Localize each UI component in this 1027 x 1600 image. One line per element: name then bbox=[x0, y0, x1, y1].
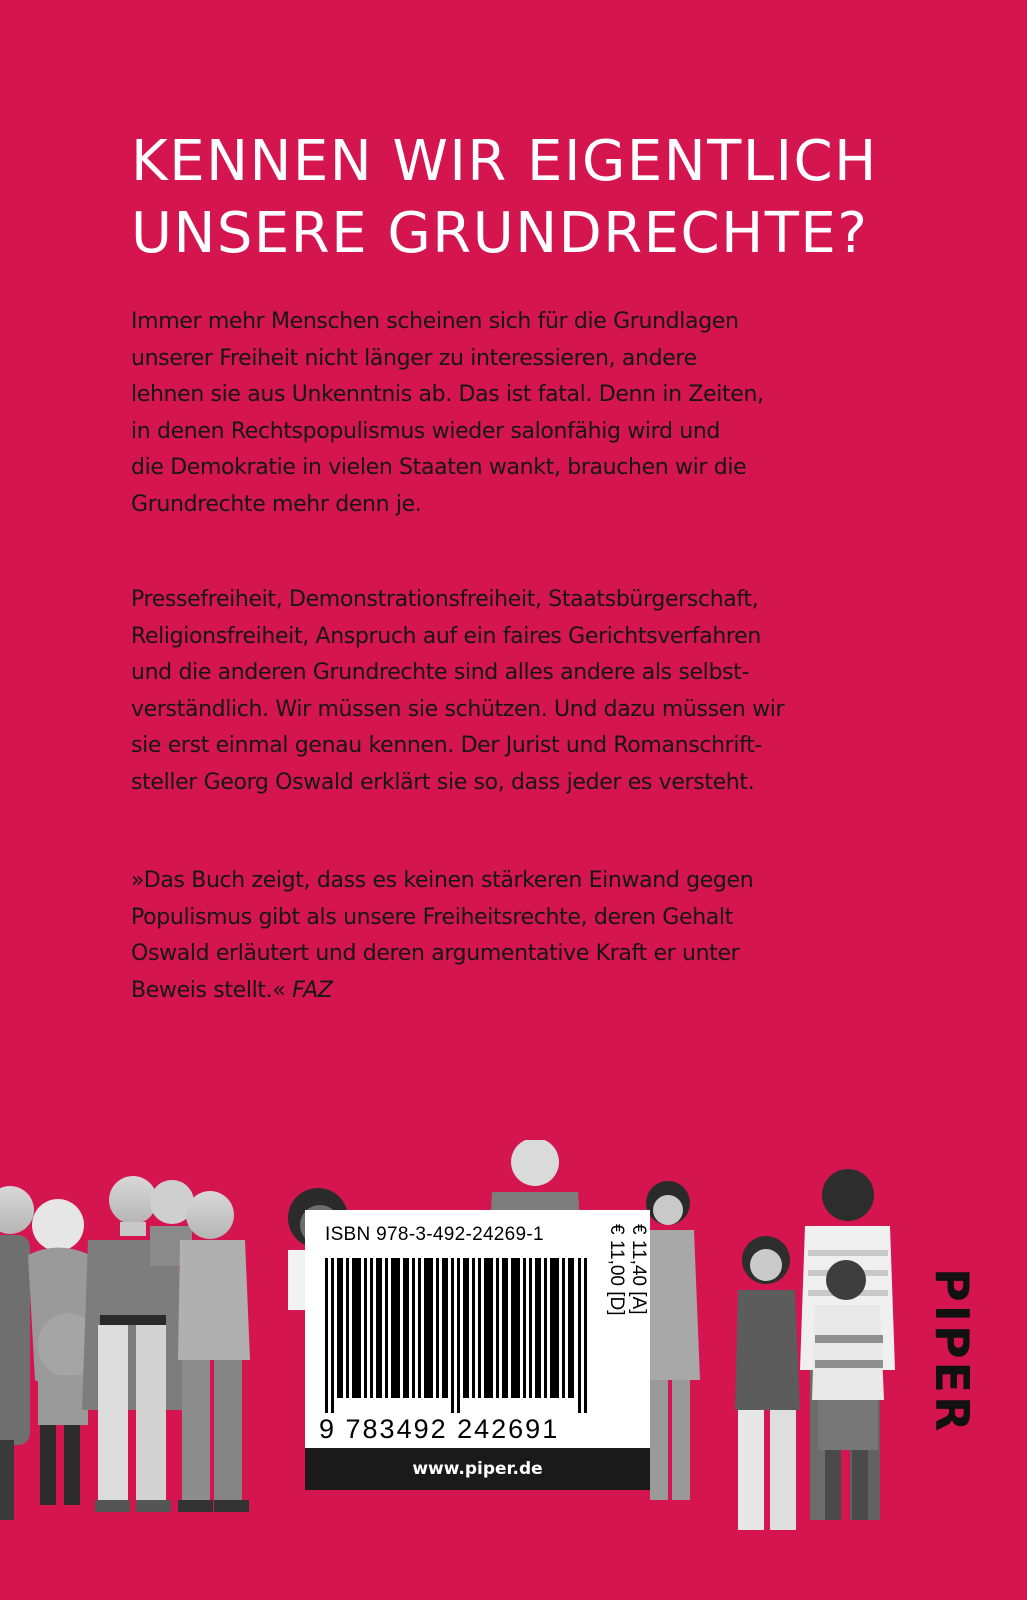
text-line: Religionsfreiheit, Anspruch auf ein faires Gerichtsverfahren bbox=[131, 623, 761, 649]
person-figure bbox=[0, 1186, 34, 1520]
text-line: verständlich. Wir müssen sie schützen. Und dazu müssen wir bbox=[131, 696, 785, 722]
headline-line: UNSERE GRUNDRECHTE? bbox=[131, 201, 869, 266]
person-figure bbox=[735, 1236, 800, 1530]
barcode-digits: 9 783492 242691 bbox=[319, 1414, 560, 1444]
quote-line: »Das Buch zeigt, dass es keinen stärkeren Einwand gegen bbox=[131, 868, 754, 893]
text-line: lehnen sie aus Unkenntnis ab. Das ist fatal. Denn in Zeiten, bbox=[131, 382, 764, 407]
price-germany: € 11,00 [D] bbox=[606, 1224, 627, 1316]
text-line: Pressefreiheit, Demonstrationsfreiheit, Staatsbürgerschaft, bbox=[131, 587, 759, 612]
text-line: steller Georg Oswald erklärt sie so, dass jeder es versteht. bbox=[131, 769, 755, 795]
text-line: die Demokratie in vielen Staaten wankt, brauchen wir die bbox=[131, 455, 747, 480]
text-line: Immer mehr Menschen scheinen sich für die Grundlagen bbox=[131, 309, 739, 334]
headline bbox=[131, 126, 931, 270]
barcode-bars bbox=[325, 1258, 587, 1413]
blurb-paragraph-2 bbox=[131, 582, 911, 801]
press-quote bbox=[131, 863, 911, 1009]
publisher-logo: PIPER bbox=[925, 1268, 979, 1435]
text-line: und die anderen Grundrechte sind alles andere als selbst- bbox=[131, 660, 750, 685]
price-austria: € 11,40 [A] bbox=[628, 1224, 649, 1315]
barcode-panel bbox=[305, 1210, 650, 1490]
headline-line: KENNEN WIR EIGENTLICH bbox=[131, 129, 878, 194]
prices bbox=[605, 1224, 649, 1404]
quote-last-line: Beweis stellt.« bbox=[131, 977, 286, 1003]
isbn-label: ISBN 978-3-492-24269-1 bbox=[325, 1224, 544, 1245]
text-line: Grundrechte mehr denn je. bbox=[131, 491, 422, 517]
quote-line: Oswald erläutert und deren argumentative Kraft er unter bbox=[131, 941, 740, 966]
quote-line bbox=[131, 973, 911, 1010]
text-line: unserer Freiheit nicht länger zu interessieren, andere bbox=[131, 345, 697, 371]
text-line: sie erst einmal genau kennen. Der Jurist und Romanschrift- bbox=[131, 733, 762, 758]
publisher-url[interactable]: www.piper.de bbox=[305, 1448, 650, 1490]
text-line: in denen Rechtspopulismus wieder salonfähig wird und bbox=[131, 418, 721, 444]
quote-source: FAZ bbox=[292, 977, 333, 1003]
blurb-paragraph-1 bbox=[131, 304, 911, 523]
quote-line: Populismus gibt als unsere Freiheitsrechte, deren Gehalt bbox=[131, 904, 733, 930]
